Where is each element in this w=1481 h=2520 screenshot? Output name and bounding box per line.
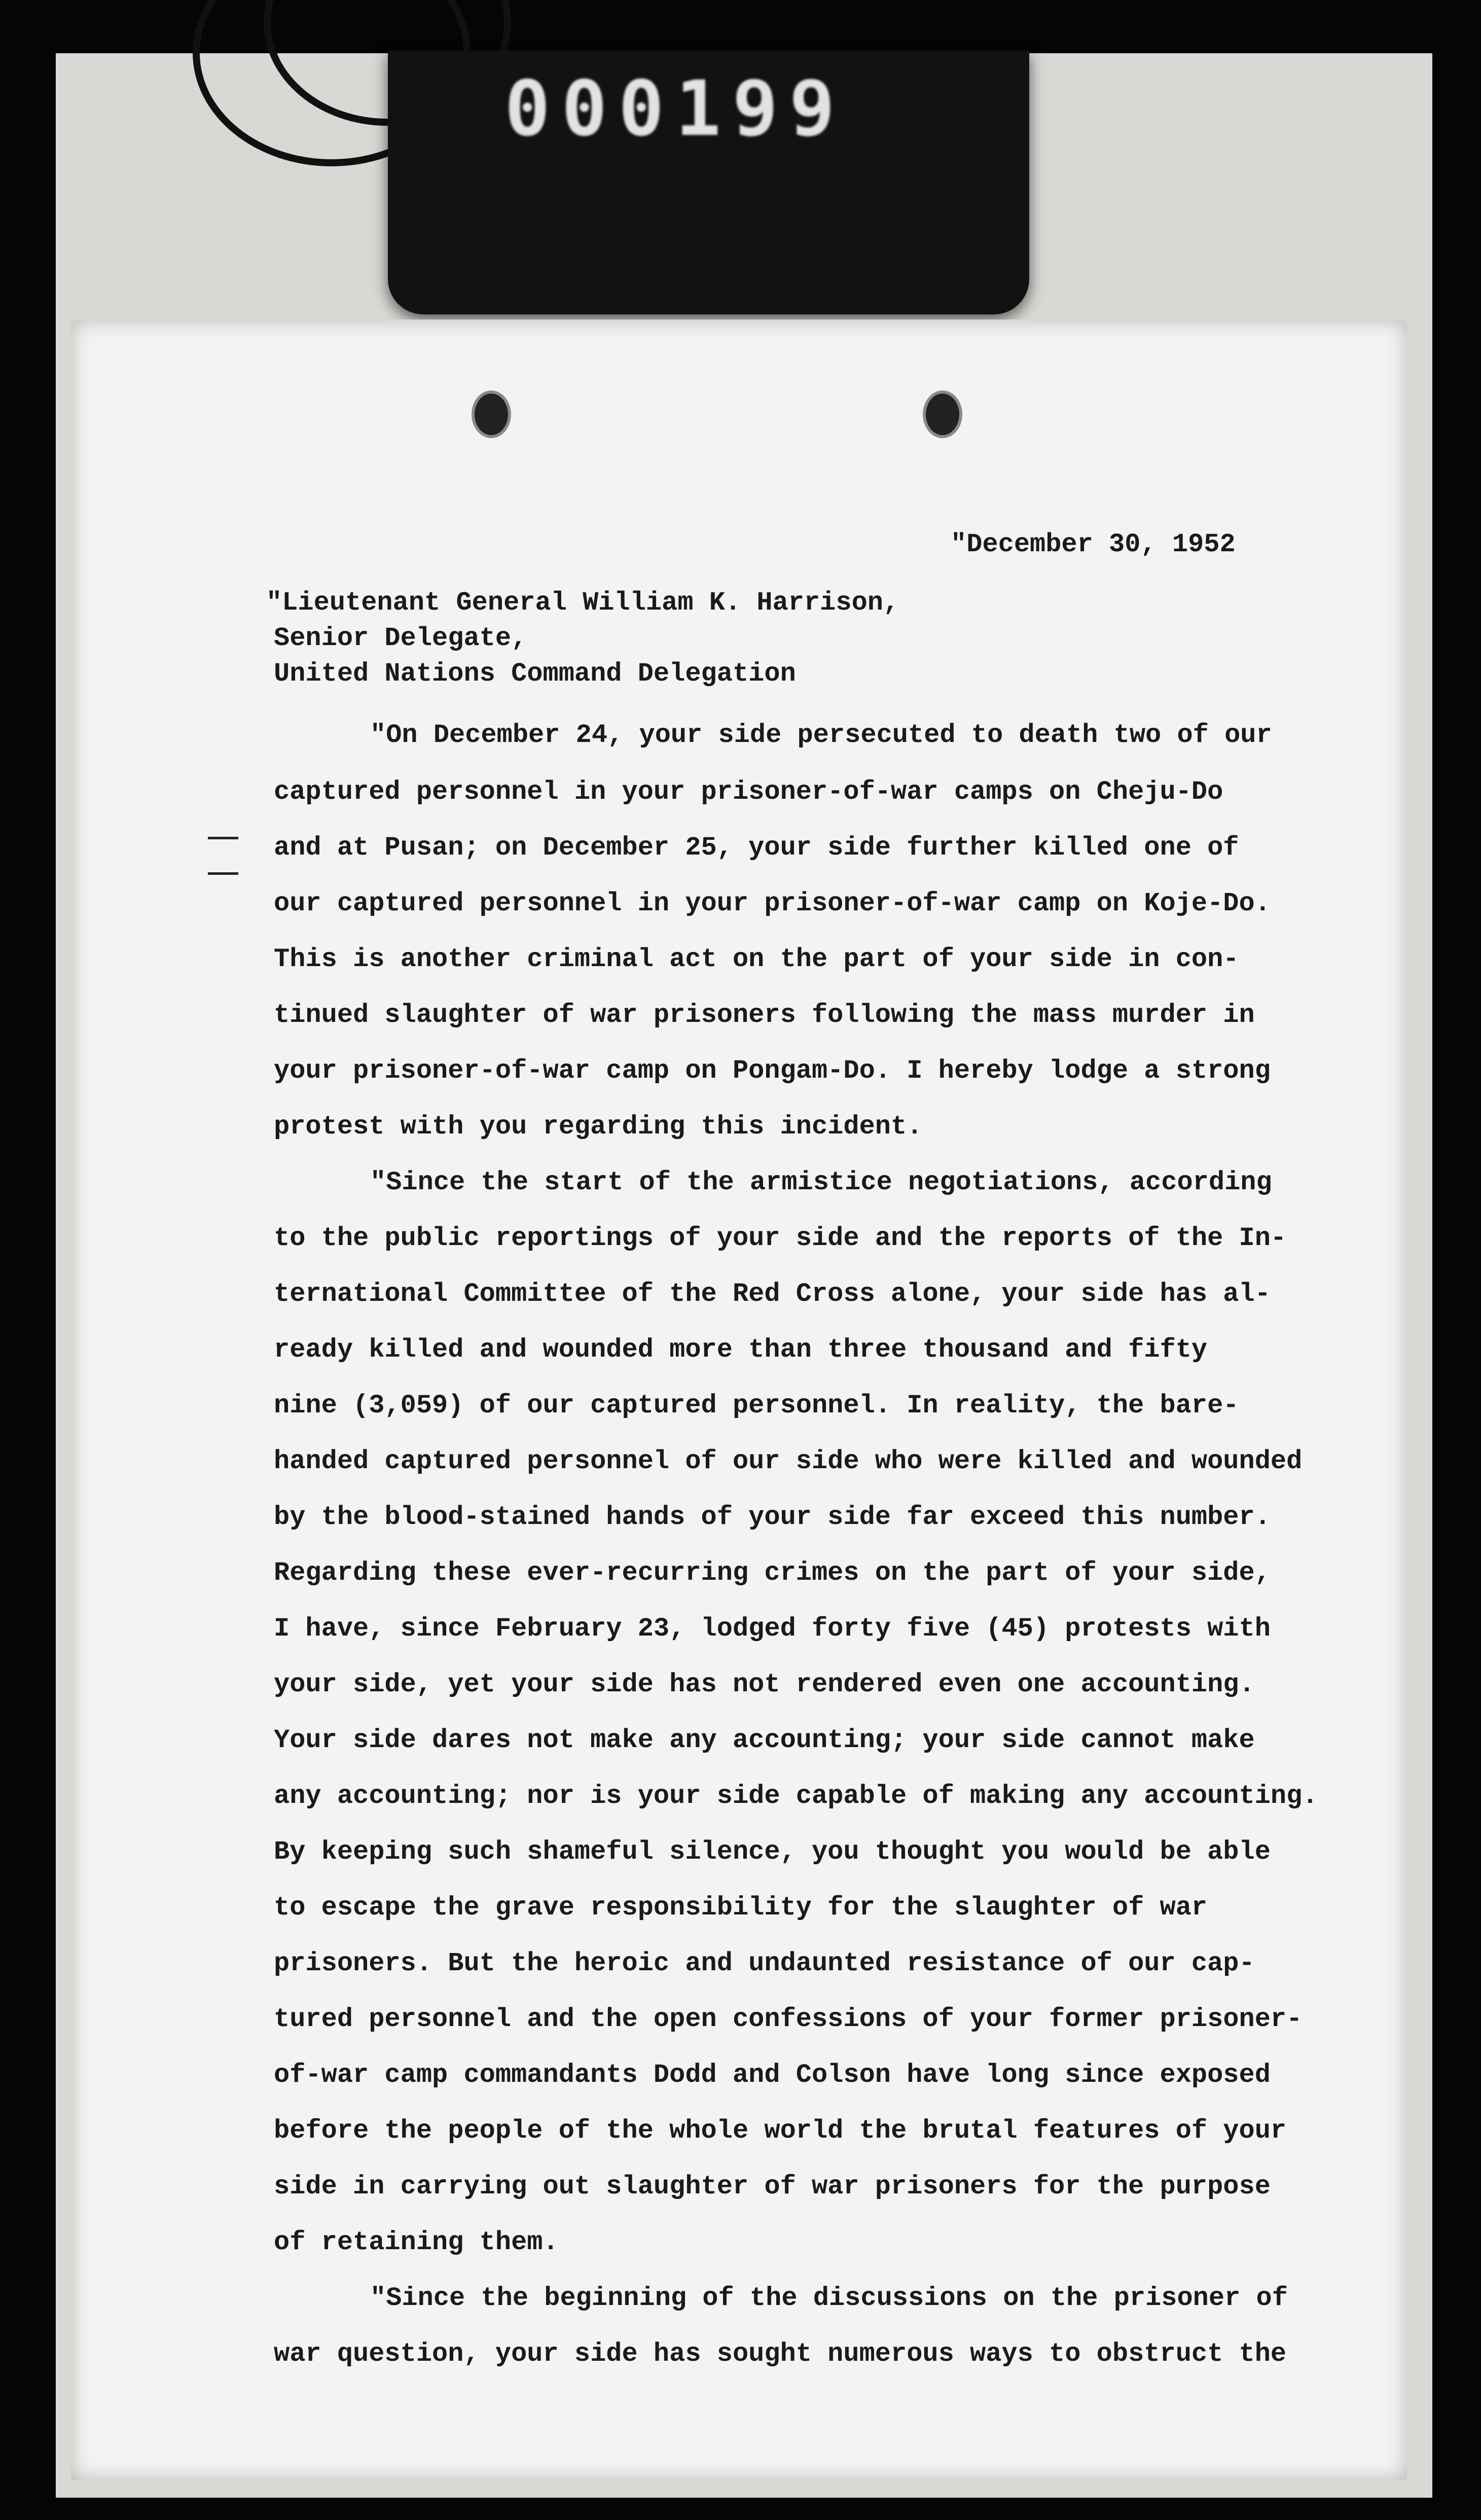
addressee-title: Senior Delegate, [274,623,527,653]
body-line: captured personnel in your prisoner-of-war camps on Cheju-Do [274,777,1223,807]
body-line: By keeping such shameful silence, you thought you would be able [274,1837,1271,1867]
body-line: side in carrying out slaughter of war prisoners for the purpose [274,2172,1271,2202]
letter-date: "December 30, 1952 [951,529,1236,559]
body-line: to escape the grave responsibility for the slaughter of war [274,1893,1208,1923]
body-line: ternational Committee of the Red Cross alone, your side has al- [274,1279,1271,1309]
body-line: Regarding these ever-recurring crimes on the part of your side, [274,1558,1271,1588]
body-line: tinued slaughter of war prisoners following the mass murder in [274,1000,1255,1030]
addressee-organization: United Nations Command Delegation [274,659,796,689]
body-line: by the blood-stained hands of your side far exceed this number. [274,1502,1271,1532]
body-line: handed captured personnel of our side who were killed and wounded [274,1446,1303,1476]
body-line: Your side dares not make any accounting; your side cannot make [274,1725,1255,1755]
body-line: nine (3,059) of our captured personnel. In reality, the bare- [274,1391,1239,1421]
body-line: and at Pusan; on December 25, your side further killed one of [274,833,1239,863]
body-line: I have, since February 23, lodged forty five (45) protests with [274,1614,1271,1644]
body-line: our captured personnel in your prisoner-of-war camp on Koje-Do. [274,889,1271,918]
body-line: of-war camp commandants Dodd and Colson have long since exposed [274,2060,1271,2090]
body-line: of retaining them. [274,2227,559,2257]
body-line: your side, yet your side has not rendered even one accounting. [274,1670,1255,1699]
body-line: "On December 24, your side persecuted to death two of our [370,720,1272,750]
body-line: any accounting; nor is your side capable of making any accounting. [274,1781,1318,1811]
body-line: protest with you regarding this incident. [274,1112,923,1142]
body-line: tured personnel and the open confessions of your former prisoner- [274,2004,1303,2034]
addressee-name: "Lieutenant General William K. Harrison, [266,588,899,618]
body-line: "Since the beginning of the discussions on the prisoner of [370,2283,1288,2313]
body-line: "Since the start of the armistice negotiations, according [370,1167,1272,1197]
body-line: ready killed and wounded more than three thousand and fifty [274,1335,1208,1365]
document-page [71,320,1407,2480]
body-line: This is another criminal act on the part of your side in con- [274,944,1239,974]
letter-text [71,320,1407,2480]
film-frame-counter [388,51,1029,314]
body-line: to the public reportings of your side and the reports of the In- [274,1223,1287,1253]
body-line: war question, your side has sought numerous ways to obstruct the [274,2339,1287,2369]
body-line: before the people of the whole world the brutal features of your [274,2116,1287,2146]
body-line: your prisoner-of-war camp on Pongam-Do. I hereby lodge a strong [274,1056,1271,1086]
body-line: prisoners. But the heroic and undaunted resistance of our cap- [274,1948,1255,1978]
frame-number: 000199 [504,65,846,153]
